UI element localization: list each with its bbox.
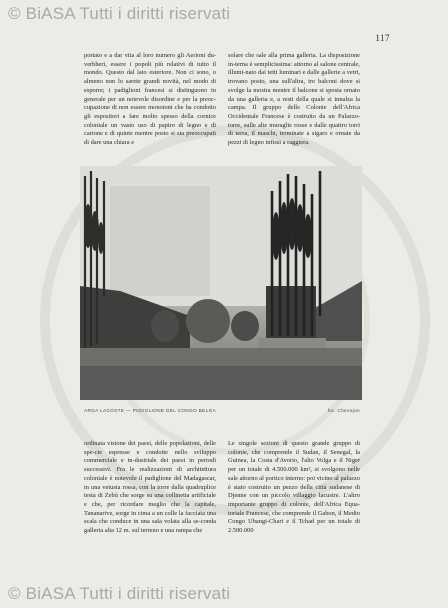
watermark-bottom: © BiASA Tutti i diritti riservati bbox=[8, 584, 231, 603]
photo-caption bbox=[84, 408, 360, 413]
pavilion-illustration bbox=[80, 166, 362, 400]
paragraph: portato e a dar vita al loro numero gli Aerioni du-verbheri, essere i popoli più relativi di tutto il mondo. Questo dal lato esteriore. Non ci sono, o almeno non lo sarete grandi novità, nel modo di esporre; i padiglioni francesi si distinguono in generale per un notevole disordine e per la preoc-cupazione di non essere monotoni che ha condotto gli espositori a fare molto spesso della cornice coloniale un vasto uso di papiro di legno e di cartone e di quinte mentre posto si sia preoccupati di dare una chiara e bbox=[84, 52, 216, 147]
text-column-bottom-right bbox=[228, 440, 360, 536]
page-number: 117 bbox=[375, 33, 390, 43]
paragraph: ordinata visione dei paesi, delle popolazioni, delle spe-cie espresse e condotte nello sviluppo commerciale e in-dustriale dei paesi in periodi successivi. Fra le realizzazioni di architettura coloniale è notevole il padiglione del Madagascar, in una vetusta rossa, con la torre dalla quadruplice testa di Zebù che sorge su una collinetta artificiale e che, per ricordare meglio che la capitale, Tananarive, sorge in cima a un colle la facciata una scala che conduce in una sala volata alla se-conda galleria alta 12 m. sul terreno e una rampa che bbox=[84, 440, 216, 535]
pavilion-photo bbox=[80, 166, 362, 400]
paragraph: Le singole sezioni di questo grande gruppo di colonie, che comprende il Sudan, il Senegal, la Guinea, la Costa d'Avorio, l'alto Volga e il Niger per un totale di 4.500.000 km², si svolgono nelle sale attorno al portico interno: poi vicino al palazzo è stato costruito un pezzo della città sudanese di Djenne con un piccolo villaggio lacustre. L'altro importante gruppo di colonie, dell'Africa Equa-toriale Francese, che comprende il Gabon, il Medio Congo Ubangi-Chari e il Tchad per un totale di 2.500.000 bbox=[228, 440, 360, 535]
photo-credit: fot. Chevojon bbox=[327, 408, 360, 413]
watermark-top: © BiASA Tutti i diritti riservati bbox=[8, 4, 231, 23]
caption-text: ARGA LACOSTE — PADIGLIONE DEL CONGO BELGA bbox=[84, 408, 217, 413]
text-column-top-left bbox=[84, 52, 216, 148]
paragraph: solare che sale alla prima galleria. La disposizione in-terna è semplicissima: attorno al salone centrale, illumi-nato dai tetti luminari e dalle gallerie a vetri, trovano posto, una sull'altra, tre balconi dove si svolge la mostra mentre il balcone si sposta ornato da una galleria e, a resti della quale si innalza la campa. Il gruppo delle Colonie dell'Africa Occidentale Francese è costruito da un Palazzo-torre, sulle alte muraglie rosse e dalle quattro torri di terra, il maschi, terminate a sigaro e ornate da pezzi di legno infissi a raggiera. bbox=[228, 52, 360, 147]
text-column-top-right bbox=[228, 52, 360, 148]
text-column-bottom-left bbox=[84, 440, 216, 536]
